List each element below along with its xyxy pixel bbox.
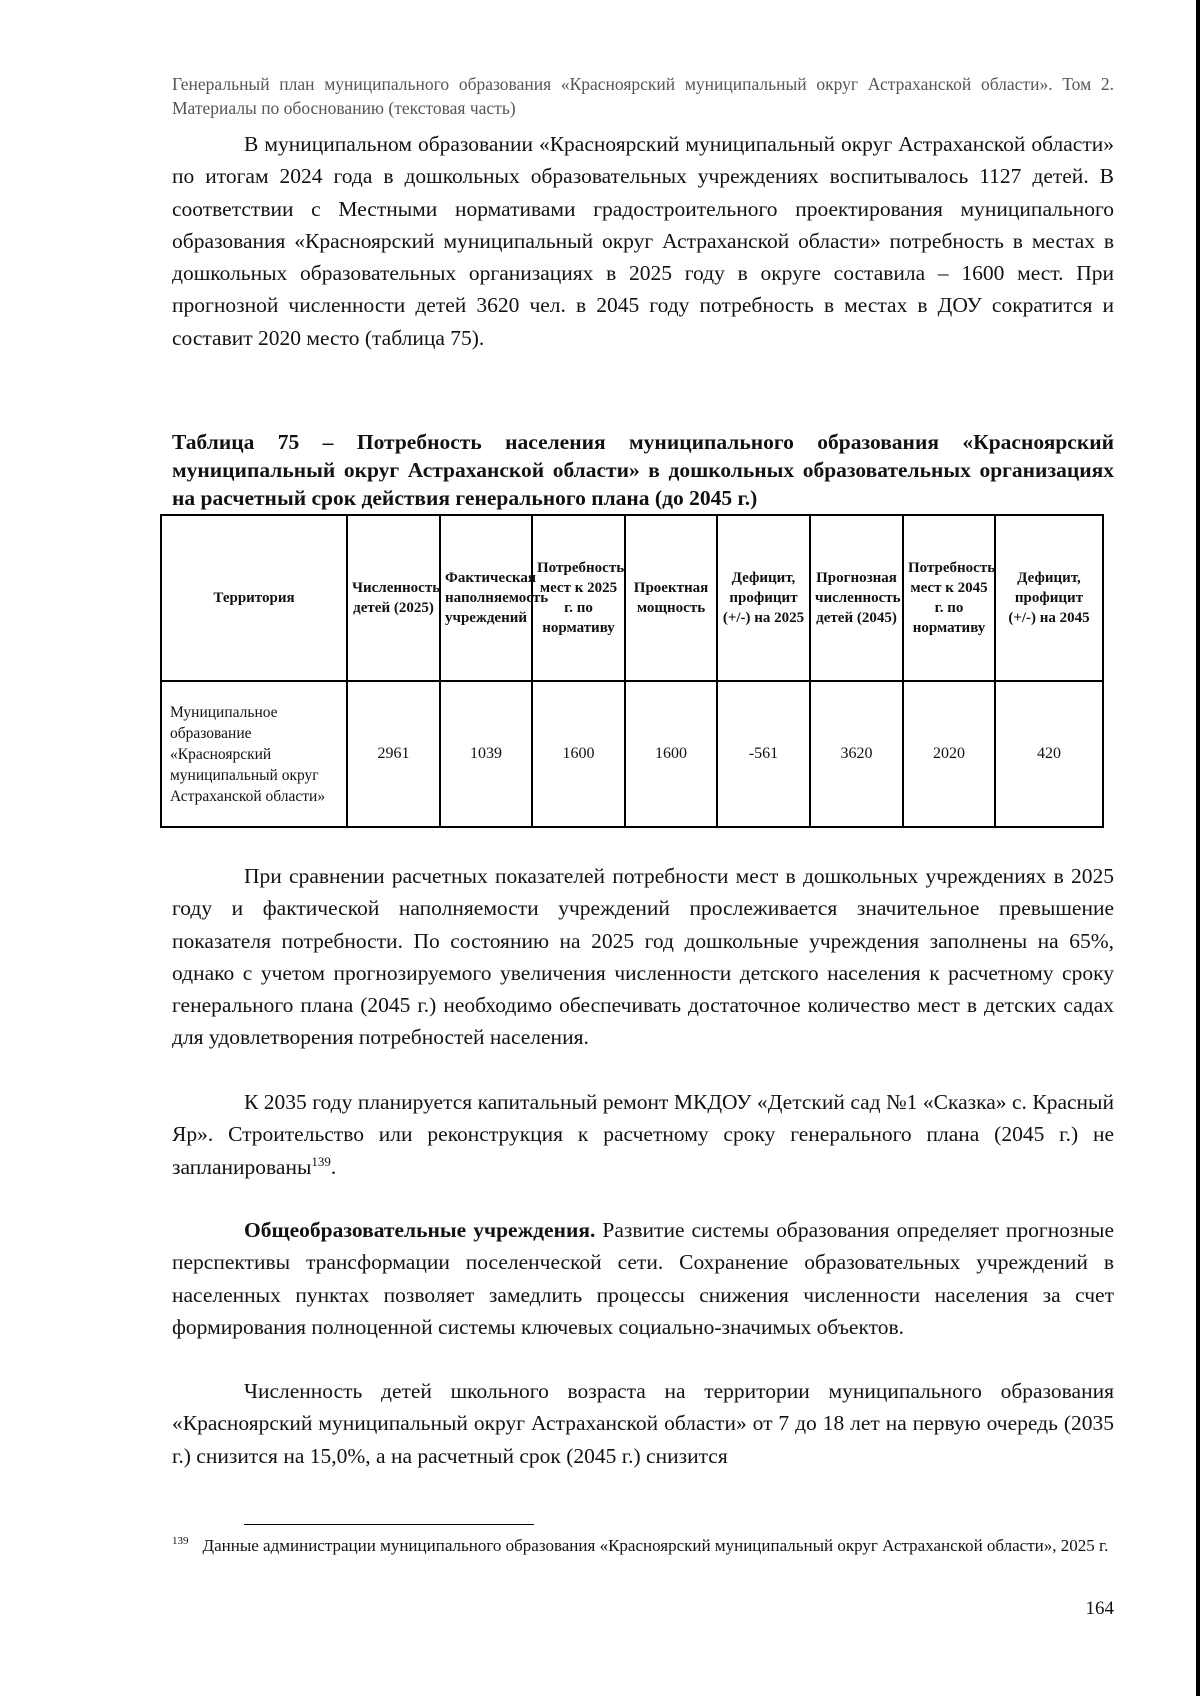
table-caption: Таблица 75 – Потребность населения муниципального образования «Красноярский муниципальный округ Астраханской области» в дошкольных образовательных организациях на расчетный срок действия генерального плана (до 2045 г.)	[172, 430, 1114, 510]
cell-deficit-2025: -561	[717, 681, 810, 827]
page-edge-border	[1196, 0, 1200, 1696]
paragraph-comparison: При сравнении расчетных показателей потребности мест в дошкольных учреждениях в 2025 году и фактической наполняемости учреждений прослеживается значительное превышение показателя потребности. По состоянию на 2025 год дошкольные учреждения заполнены на 65%, однако с учетом прогнозируемого увеличения численности детского населения к расчетному сроку генерального плана (2045 г.) необходимо обеспечивать достаточное количество мест в детских садах для удовлетворения потребностей населения.	[172, 864, 1114, 1050]
header-design-capacity: Проектная мощность	[625, 515, 717, 681]
paragraph-general-education	[172, 1214, 1114, 1343]
footnote-reference: 139	[311, 1153, 331, 1169]
footnote-number: 139	[172, 1535, 189, 1548]
cell-need-2025: 1600	[532, 681, 625, 827]
header-need-2025: Потребность мест к 2025 г. по нормативу	[532, 515, 625, 681]
header-deficit-2045: Дефицит, профицит (+/-) на 2045	[995, 515, 1103, 681]
paragraph-renovation-text: К 2035 году планируется капитальный ремонт МКДОУ «Детский сад №1 «Сказка» с. Красный Яр». Строительство или реконструкция к расчетному сроку генерального плана (2045 г.) не запланированы	[172, 1090, 1114, 1179]
header-children-2025: Численность детей (2025)	[347, 515, 440, 681]
section-heading-general-education: Общеобразовательные учреждения.	[244, 1218, 596, 1242]
footnote-text: Данные администрации муниципального образования «Красноярский муниципальный округ Астраханской области», 2025 г.	[202, 1536, 1109, 1555]
cell-need-2045: 2020	[903, 681, 995, 827]
cell-actual-occupancy: 1039	[440, 681, 532, 827]
cell-children-2025: 2961	[347, 681, 440, 827]
paragraph-preschool-intro: В муниципальном образовании «Красноярский муниципальный округ Астраханской области» по итогам 2024 года в дошкольных образовательных учреждениях воспитывалось 1127 детей. В соответствии с Местными нормативами градостроительного проектирования муниципального образования «Красноярский муниципальный округ Астраханской области» потребность в местах в дошкольных образовательных организациях в 2025 году в округе составила – 1600 мест. При прогнозной численности детей 3620 чел. в 2045 году потребность в местах в ДОУ сократится и составит 2020 место (таблица 75).	[172, 132, 1114, 350]
preschool-needs-table	[160, 514, 1104, 828]
header-actual-occupancy: Фактическая наполняемость учреждений	[440, 515, 532, 681]
table-row	[161, 681, 1103, 827]
paragraph-school-age: Численность детей школьного возраста на территории муниципального образования «Красноярский муниципальный округ Астраханской области» от 7 до 18 лет на первую очередь (2035 г.) снизится на 15,0%, а на расчетный срок (2045 г.) снизится	[172, 1379, 1114, 1468]
cell-deficit-2045: 420	[995, 681, 1103, 827]
cell-territory: Муниципальное образование «Красноярский муниципальный округ Астраханской области»	[161, 681, 347, 827]
page-number: 164	[1085, 1598, 1114, 1619]
header-territory: Территория	[161, 515, 347, 681]
paragraph-general-education-text: Развитие системы образования определяет прогнозные перспективы трансформации поселенческой сети. Сохранение образовательных учреждений в населенных пунктах позволяет замедлить процессы снижения численности населения за счет формирования полноценной системы ключевых социально-значимых объектов.	[172, 1218, 1114, 1339]
header-need-2045: Потребность мест к 2045 г. по нормативу	[903, 515, 995, 681]
paragraph-renovation-end: .	[330, 1154, 337, 1179]
paragraph-renovation	[172, 1086, 1114, 1183]
cell-forecast-children-2045: 3620	[810, 681, 903, 827]
cell-design-capacity: 1600	[625, 681, 717, 827]
footnote-divider	[244, 1524, 534, 1525]
document-page	[172, 0, 1114, 1696]
table-header-row	[161, 515, 1103, 681]
running-header: Генеральный план муниципального образования «Красноярский муниципальный округ Астраханской области». Том 2. Материалы по обоснованию (текстовая часть)	[172, 74, 1114, 118]
header-forecast-children-2045: Прогнозная численность детей (2045)	[810, 515, 903, 681]
footnote	[172, 1534, 1114, 1558]
header-deficit-2025: Дефицит, профицит (+/-) на 2025	[717, 515, 810, 681]
